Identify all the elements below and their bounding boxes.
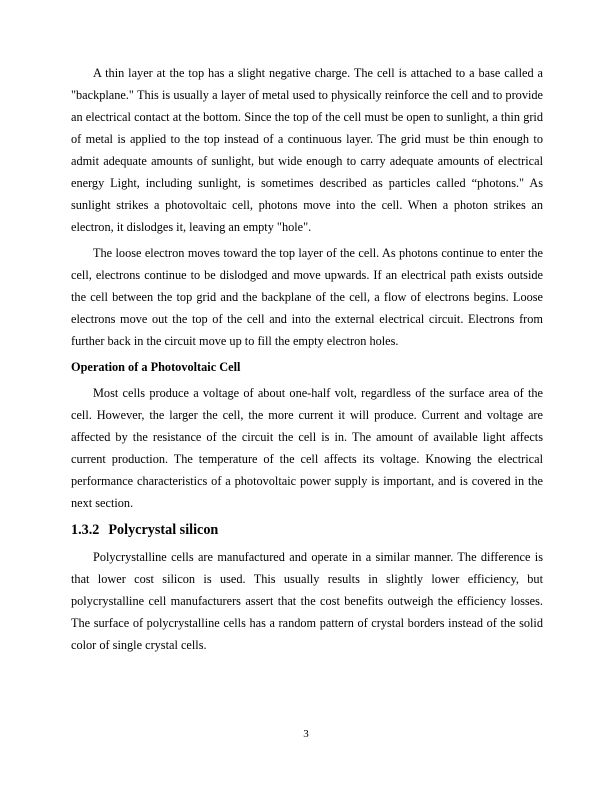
paragraph-polycrystalline: Polycrystalline cells are manufactured and operate in a similar manner. The difference is that lower cost silicon is used. This usually results in slightly lower efficiency, but polycrystalline cell manufacturers assert that the cost benefits outweigh the efficiency losses. The surface of polycrystalline cells has a random pattern of crystal borders instead of the solid color of single crystal cells. xyxy=(71,550,543,652)
paragraph-backplane: A thin layer at the top has a slight negative charge. The cell is attached to a base called a "backplane." This is usually a layer of metal used to physically reinforce the cell and to provide an electrical contact at the bottom. Since the top of the cell must be open to sunlight, a thin grid of metal is applied to the top instead of a continuous layer. The grid must be thin enough to admit adequate amounts of sunlight, but wide enough to carry adequate amounts of electrical energy Light, including sunlight, is sometimes described as particles called “photons." As sunlight strikes a photovoltaic cell, photons move into the cell. When a photon strikes an electron, it dislodges it, leaving an empty "hole". xyxy=(71,66,543,234)
page-number: 3 xyxy=(303,728,309,740)
subheading-operation-of-photovoltaic-cell: Operation of a Photovoltaic Cell xyxy=(71,360,241,374)
paragraph-cell-voltage: Most cells produce a voltage of about one-half volt, regardless of the surface area of the cell. However, the larger the cell, the more current it will produce. Current and voltage are affected by the resistance of the circuit the cell is in. The amount of available light affects current production. The temperature of the cell affects its voltage. Knowing the electrical performance characteristics of a photovoltaic power supply is important, and is covered in the next section. xyxy=(71,386,543,510)
section-heading-polycrystal-silicon xyxy=(71,518,543,542)
section-number: 1.3.2 xyxy=(71,522,100,538)
section-title: Polycrystal silicon xyxy=(108,522,219,538)
document-body xyxy=(71,62,543,660)
paragraph-loose-electron: The loose electron moves toward the top layer of the cell. As photons continue to enter the cell, electrons continue to be dislodged and move upwards. If an electrical path exists outside the cell between the top grid and the backplane of the cell, a flow of electrons begins. Loose electrons move out the top of the cell and into the external electrical circuit. Electrons from further back in the circuit move up to fill the empty electron holes. xyxy=(71,246,543,348)
